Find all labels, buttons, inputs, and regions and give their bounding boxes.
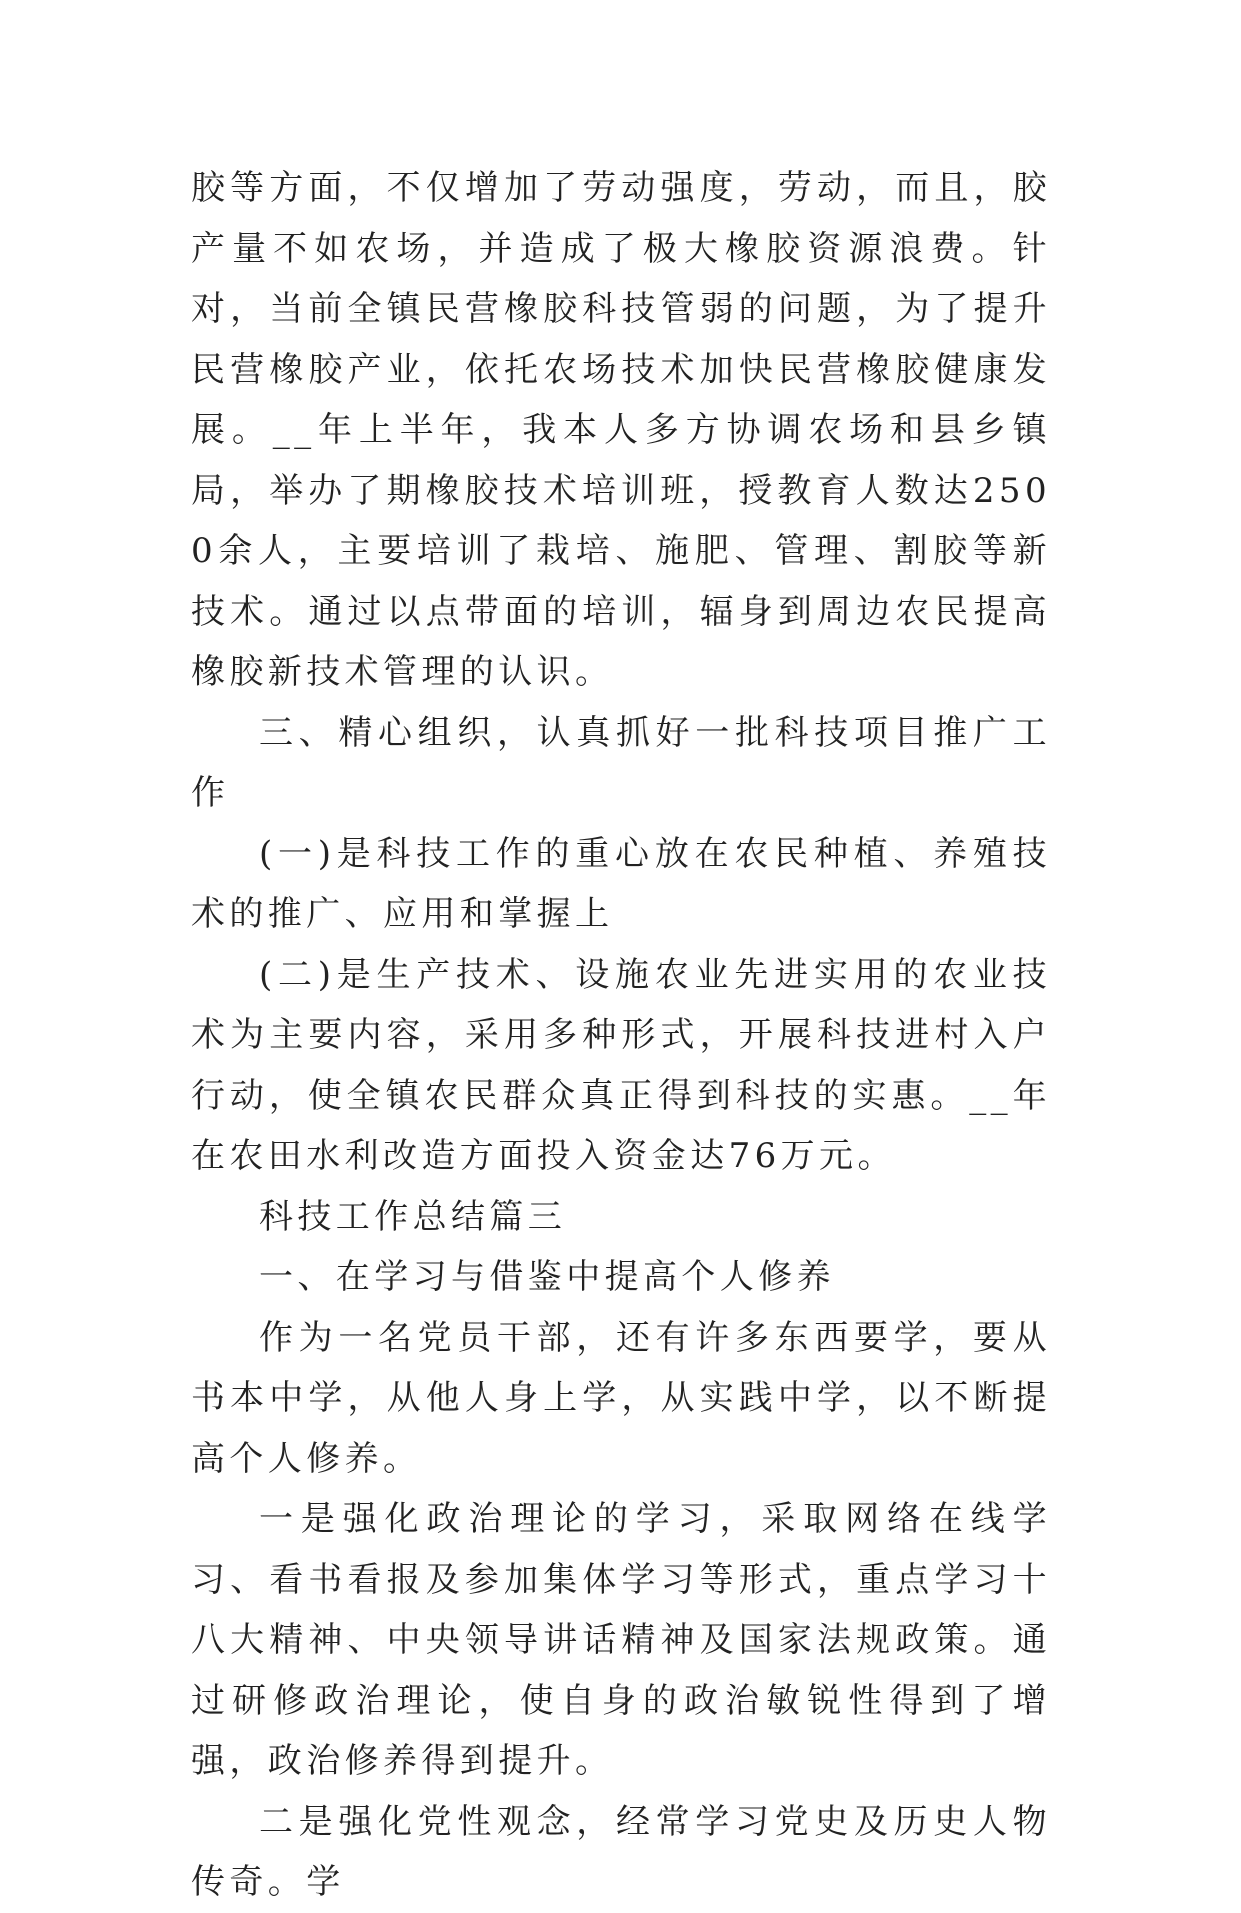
paragraph-1: 胶等方面，不仅增加了劳动强度，劳动，而且，胶产量不如农场，并造成了极大橡胶资源浪费。针对，当前全镇民营橡胶科技管弱的问题，为了提升民营橡胶产业，依托农场技术加快民营橡胶健康发展。__年上半年，我本人多方协调农场和县乡镇局，举办了期橡胶技术培训班，授教育人数达2500余人，主要培训了栽培、施肥、管理、割胶等新技术。通过以点带面的培训，辐身到周边农民提高橡胶新技术管理的认识。 — [191, 168, 1051, 692]
paragraph-point-two: 二是强化党性观念，经常学习党史及历史人物传奇。学 — [191, 1801, 1051, 1902]
section-heading-three: 三、精心组织，认真抓好一批科技项目推广工作 — [191, 712, 1051, 813]
paragraph-item-two: (二)是生产技术、设施农业先进实用的农业技术为主要内容，采用多种形式，开展科技进村入户行动，使全镇农民群众真正得到科技的实惠。__年在农田水利改造方面投入资金达76万元。 — [191, 954, 1051, 1176]
chapter-title: 科技工作总结篇三 — [259, 1196, 567, 1237]
section-heading-one: 一、在学习与借鉴中提高个人修养 — [259, 1257, 835, 1297]
paragraph-intro: 作为一名党员干部，还有许多东西要学，要从书本中学，从他人身上学，从实践中学，以不断提高个人修养。 — [191, 1317, 1051, 1479]
paragraph-item-one: (一)是科技工作的重心放在农民种植、养殖技术的推广、应用和掌握上 — [191, 833, 1051, 934]
paragraph-point-one: 一是强化政治理论的学习，采取网络在线学习、看书看报及参加集体学习等形式，重点学习十八大精神、中央领导讲话精神及国家法规政策。通过研修政治理论，使自身的政治敏锐性得到了增强，政治修养得到提升。 — [191, 1499, 1051, 1781]
document-body — [191, 158, 1051, 1913]
